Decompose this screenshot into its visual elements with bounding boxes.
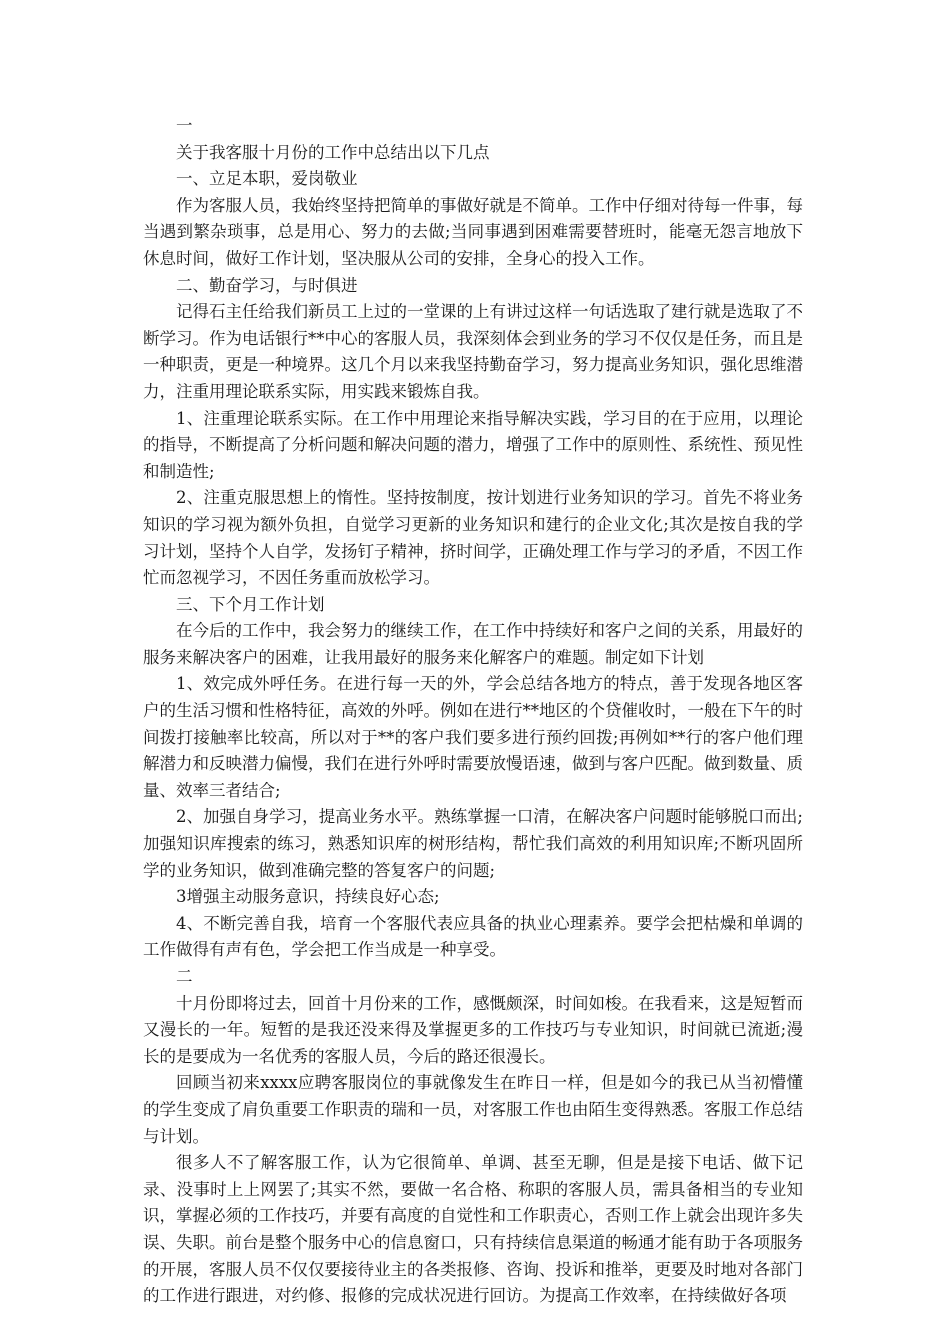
paragraph-8: 1、效完成外呼任务。在进行每一天的外，学会总结各地方的特点，善于发现各地区客户的生活习惯和性格特征，高效的外呼。例如在进行**地区的个贷催收时，一般在下午的时间拨打接触率比较高，所以对于**的客户我们要多进行预约回拨;再例如**行的客户他们理解潜力和反映潜力偏慢，我们在进行外呼时需要放慢语速，做到与客户匹配。做到数量、质量、效率三者结合;	[143, 674, 803, 800]
heading-1: 一、立足本职，爱岗敬业	[176, 169, 358, 189]
paragraph-5: 1、注重理论联系实际。在工作中用理论来指导解决实践，学习目的在于应用，以理论的指导，不断提高了分析问题和解决问题的潜力，增强了工作中的原则性、系统性、预见性和制造性;	[143, 408, 803, 481]
paragraph-2: 关于我客服十月份的工作中总结出以下几点	[176, 142, 490, 162]
document-body	[143, 113, 803, 1310]
paragraph-3: 作为客服人员，我始终坚持把简单的事做好就是不简单。工作中仔细对待每一件事，每当遇到繁杂琐事，总是用心、努力的去做;当同事遇到困难需要替班时，能毫无怨言地放下休息时间，做好工作计划，坚决服从公司的安排，全身心的投入工作。	[143, 195, 803, 268]
paragraph-6: 2、注重克服思想上的惰性。坚持按制度，按计划进行业务知识的学习。首先不将业务知识的学习视为额外负担，自觉学习更新的业务知识和建行的企业文化;其次是按自我的学习计划，坚持个人自学，发扬钉子精神，挤时间学，正确处理工作与学习的矛盾，不因工作忙而忽视学习，不因任务重而放松学习。	[143, 488, 803, 588]
paragraph-13: 回顾当初来xxxx应聘客服岗位的事就像发生在昨日一样，但是如今的我已从当初懵懂的学生变成了肩负重要工作职责的瑞和一员，对客服工作也由陌生变得熟悉。客服工作总结与计划。	[143, 1073, 803, 1146]
paragraph-11: 4、不断完善自我，培育一个客服代表应具备的执业心理素养。要学会把枯燥和单调的工作做得有声有色，学会把工作当成是一种享受。	[143, 913, 803, 960]
heading-3: 三、下个月工作计划	[176, 594, 325, 614]
paragraph-14: 很多人不了解客服工作，认为它很简单、单调、甚至无聊，但是是接下电话、做下记录、没事时上上网罢了;其实不然，要做一名合格、称职的客服人员，需具备相当的专业知识，掌握必须的工作技巧，并要有高度的自觉性和工作职责心，否则工作上就会出现许多失误、失职。前台是整个服务中心的信息窗口，只有持续信息渠道的畅通才能有助于各项服务的开展，客服人员不仅仅要接待业主的各类报修、咨询、投诉和推举，更要及时地对各部门的工作进行跟进，对约修、报修的完成状况进行回访。为提高工作效率，在持续做好各项	[143, 1153, 803, 1306]
paragraph-12: 十月份即将过去，回首十月份来的工作，感慨颇深，时间如梭。在我看来，这是短暂而又漫长的一年。短暂的是我还没来得及掌握更多的工作技巧与专业知识，时间就已流逝;漫长的是要成为一名优秀的客服人员，今后的路还很漫长。	[143, 993, 803, 1066]
paragraph-1: 一	[176, 116, 193, 135]
paragraph-10: 3增强主动服务意识，持续良好心态;	[176, 887, 440, 907]
paragraph-7: 在今后的工作中，我会努力的继续工作，在工作中持续好和客户之间的关系，用最好的服务来解决客户的困难，让我用最好的服务来化解客户的难题。制定如下计划	[143, 621, 803, 667]
heading-2: 二、勤奋学习，与时俱进	[176, 275, 358, 295]
section-number-2: 二	[176, 967, 193, 986]
paragraph-9: 2、加强自身学习，提高业务水平。熟练掌握一口清，在解决客户问题时能够脱口而出;加强知识库搜索的练习，熟悉知识库的树形结构，帮忙我们高效的利用知识库;不断巩固所学的业务知识，做到准确完整的答复客户的问题;	[143, 807, 803, 880]
paragraph-4: 记得石主任给我们新员工上过的一堂课的上有讲过这样一句话选取了建行就是选取了不断学习。作为电话银行**中心的客服人员，我深刻体会到业务的学习不仅仅是任务，而且是一种职责，更是一种境界。这几个月以来我坚持勤奋学习，努力提高业务知识，强化思维潜力，注重用理论联系实际，用实践来锻炼自我。	[143, 302, 803, 401]
